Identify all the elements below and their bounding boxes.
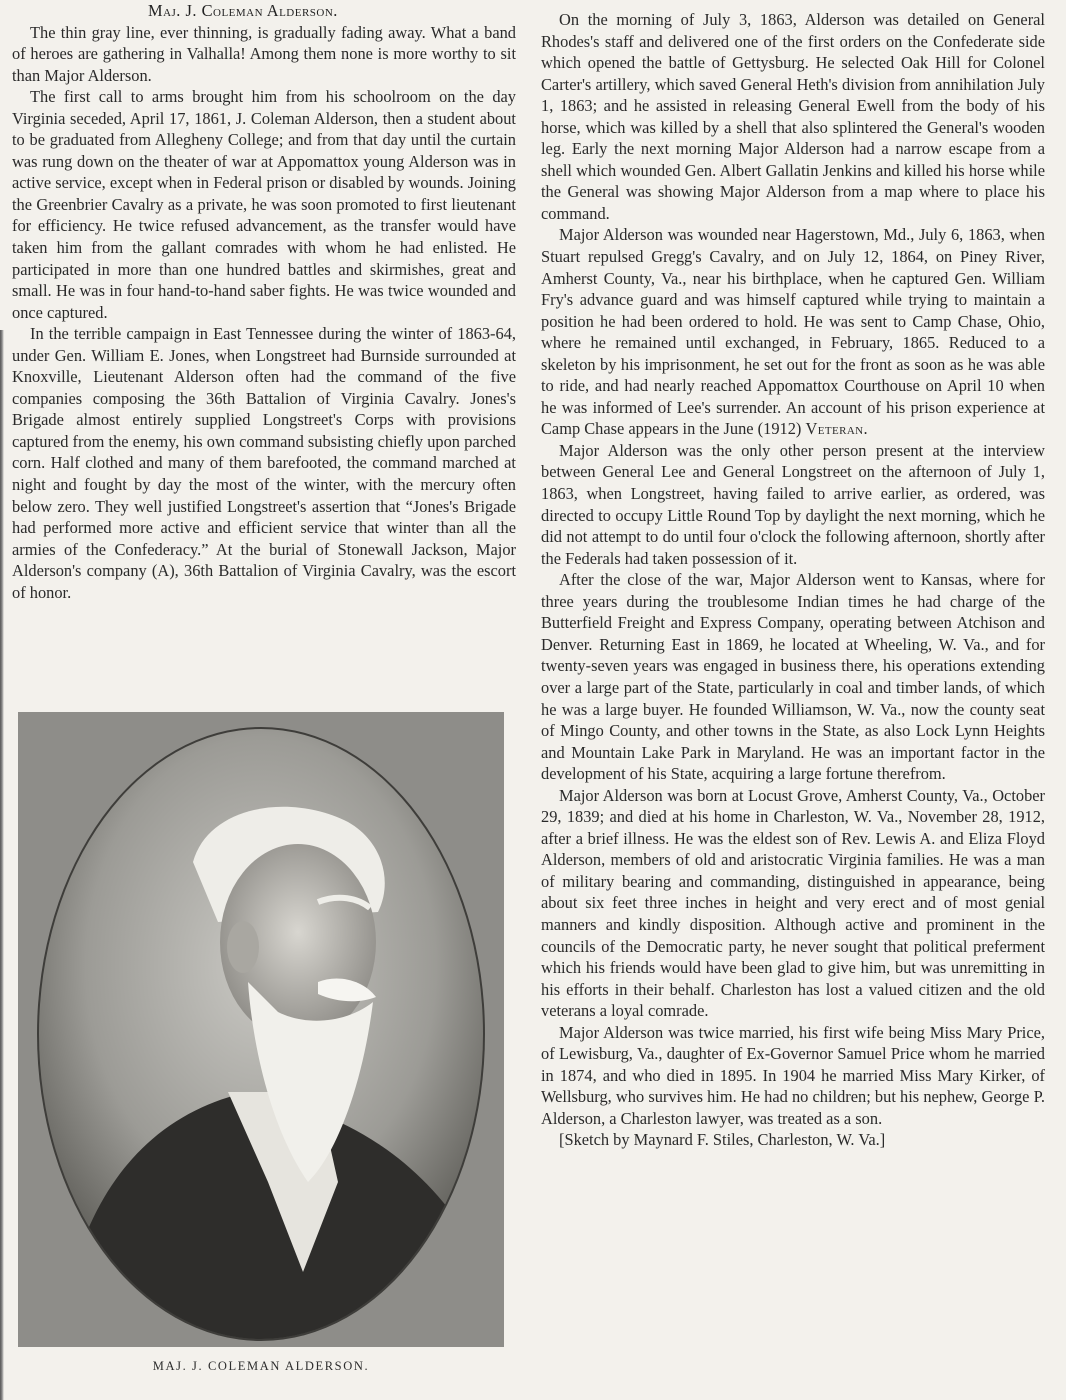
paragraph: Major Alderson was born at Locust Grove, Amherst County, Va., October 29, 1839; and died at his home in Charleston, W. Va., November 28, 1912, after a brief illness. He was the eldest son of Rev. Lewis A. and Eliza Floyd Alderson, members of old and aristocratic Virginia families. He was a man of military bearing and commanding, distinguished in appearance, being about six feet three inches in height and very erect and of most genial manners and kindly disposition. Although active and prominent in the councils of the Democratic party, he never sought that political preferment which his friends would have been glad to give him, but was unremitting in his efforts in their behalf. Charleston has lost a valued citizen and the old veterans a loyal comrade. — [541, 785, 1045, 1021]
paragraph: On the morning of July 3, 1863, Alderson was detailed on General Rhodes's staff and delivered one of the first orders on the Confederate side which opened the battle of Gettysburg. He selected Oak Hill for Colonel Carter's artillery, which saved General Heth's division from annihilation July 1, 1863; and he assisted in releasing General Ewell from the body of his horse, which was killed by a shell that also splintered the General's wooden leg. Early the next morning Major Alderson had a narrow escape from a shell which wounded Gen. Albert Gallatin Jenkins and killed his horse while the General was showing Major Alderson from a map where to place his command. — [541, 10, 1045, 223]
right-column — [541, 0, 1045, 1151]
paragraph: The first call to arms brought him from his schoolroom on the day Virginia seceded, April 17, 1861, J. Coleman Alderson, then a student about to be graduated from Allegheny College; and from that day until the curtain was rung down on the theater of war at Appomattox young Alderson was in active service, except when in Federal prison or disabled by wounds. Joining the Greenbrier Cavalry as a private, he was soon promoted to first lieutenant for efficiency. He twice refused advancement, as the transfer would have taken him from the gallant comrades with whom he had enlisted. He participated in more than one hundred battles and skirmishes, great and small. He was in four hand-to-hand saber fights. He was twice wounded and once captured. — [12, 87, 516, 322]
article-title: Maj. J. Coleman Alderson. — [148, 1, 338, 20]
paragraph — [541, 224, 1045, 439]
paragraph: In the terrible campaign in East Tennessee during the winter of 1863-64, under Gen. William E. Jones, when Longstreet had Burnside surrounded at Knoxville, Lieutenant Alderson often had the command of the five companies composing the 36th Battalion of Virginia Cavalry. Jones's Brigade almost entirely supplied Longstreet's Corps with provisions captured from the enemy, his own command subsisting chiefly upon parched corn. Half clothed and many of them barefooted, the command marched at night and fought by day the most of the winter, with the mercury often below zero. They well justified Longstreet's assertion that “Jones's Brigade had performed more active and efficient service that winter than all the armies of the Confederacy.” At the burial of Stonewall Jackson, Major Alderson's company (A), 36th Battalion of Virginia Cavalry, was the escort of honor. — [12, 324, 516, 602]
portrait-illustration — [18, 712, 504, 1347]
veteran-reference: Veteran. — [805, 419, 869, 439]
paragraph: The thin gray line, ever thinning, is gradually fading away. What a band of heroes are gathering in Valhalla! Among them none is more worthy to sit than Major Alderson. — [12, 22, 516, 85]
paragraph: Major Alderson was the only other person present at the interview between General Lee and General Longstreet on the afternoon of July 1, 1863, when Longstreet, having failed to arrive earlier, as ordered, was directed to occupy Little Round Top by daylight the next morning, which he did not attempt to do until four o'clock the following afternoon, shortly after the Federals had taken possession of it. — [541, 440, 1045, 568]
portrait-photo — [18, 712, 504, 1347]
paragraph: Major Alderson was twice married, his first wife being Miss Mary Price, of Lewisburg, Va., daughter of Ex-Governor Samuel Price whom he married in 1874, and who died in 1895. In 1904 he married Miss Mary Kirker, of Wellsburg, who survives him. He had no children; but his nephew, George P. Alderson, a Charleston lawyer, was treated as a son. — [541, 1022, 1045, 1128]
sketch-credit: [Sketch by Maynard F. Stiles, Charleston, W. Va.] — [559, 1130, 886, 1150]
portrait-caption: MAJ. J. COLEMAN ALDERSON. — [152, 1359, 370, 1373]
page-edge-shadow — [0, 330, 4, 1400]
paragraph: After the close of the war, Major Alderson went to Kansas, where for three years during the troublesome Indian times he had charge of the Butterfield Freight and Express Company, operating between Atchison and Denver. Returning East in 1869, he located at Wheeling, W. Va., and for twenty-seven years was engaged in business there, his operations extending over a large part of the State, particularly in coal and timber lands, of which he was a large buyer. He founded Williamson, W. Va., now the county seat of Mingo County, and other towns in the State, as also Lock Lynn Heights and Mountain Lake Park in Maryland. He was an important factor in the development of his State, acquiring a large fortune therefrom. — [541, 570, 1045, 784]
left-column — [12, 0, 516, 603]
paragraph-text: Major Alderson was wounded near Hagerstown, Md., July 6, 1863, when Stuart repulsed Gregg's Cavalry, and on July 12, 1864, on Piney River, Amherst County, Va., near his birthplace, when he captured Gen. William Fry's advance guard and was himself captured while trying to maintain a position he had been ordered to hold. He was sent to Camp Chase, Ohio, where he remained until exchanged, in February, 1865. Reduced to a skeleton by his imprisonment, he set out for the front as soon as he was able to ride, and had nearly reached Appomattox Courthouse on April 10 when he was informed of Lee's surrender. An account of his prison experience at Camp Chase appears in the June (1912) — [541, 225, 1045, 439]
